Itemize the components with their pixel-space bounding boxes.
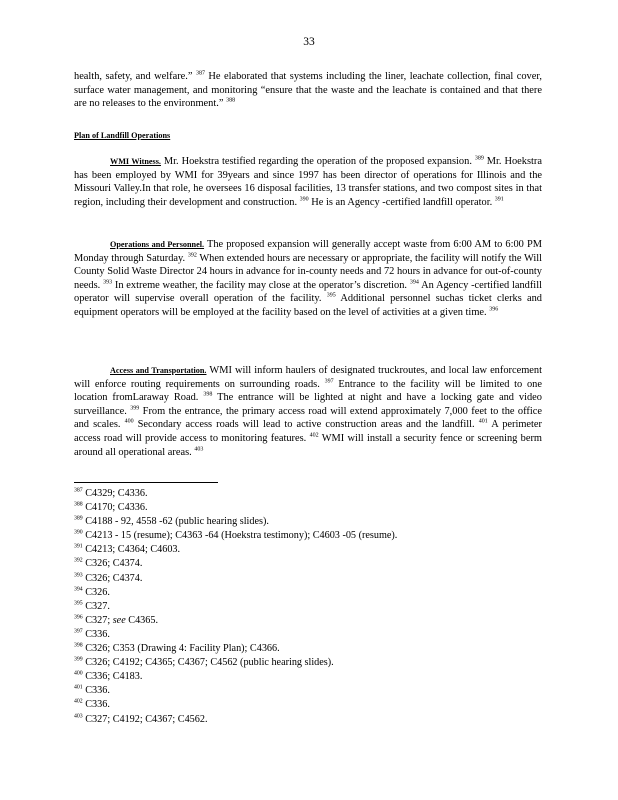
footnote-ref: 394	[409, 279, 419, 286]
paragraph-text: WMI will inform haulers of designated truckroutes, and local law enforcement will enforce routing requirements on surrounding roads.	[74, 365, 542, 390]
footnote-ref: 391	[494, 196, 504, 203]
footnote: $^{399}$ C326; C4192; C4365; C4367; C4562 (public hearing slides).	[74, 656, 334, 669]
wmi-witness-paragraph	[74, 155, 542, 209]
footnotes	[74, 487, 544, 727]
footnote-separator	[74, 482, 218, 483]
paragraph-text: The entrance will be lighted at night and have a locking gate and video surveillance.	[74, 392, 542, 417]
footnote-ref: 399	[130, 405, 140, 412]
operations-paragraph	[74, 238, 542, 320]
paragraph-text: Additional personnel suchas ticket clerks and equipment operators will be employed at the facility based on the level of activities at a given time.	[74, 293, 543, 318]
footnote: $^{388}$ C4170; C4336.	[74, 501, 148, 514]
footnote-ref: 397	[324, 378, 334, 385]
footnote: $^{393}$ C326; C4374.	[74, 572, 143, 584]
footnote: $^{387}$ C4329; C4336.	[74, 487, 148, 499]
paragraph-heading: Access and Transportation.	[110, 366, 207, 375]
footnote-ref: 389	[474, 155, 484, 162]
paragraph-text: Secondary access roads will lead to active construction areas and the landfill.	[137, 419, 475, 431]
paragraph-text: Entrance to the facility will be limited to one location fromLaraway Road.	[74, 378, 542, 404]
paragraph-text: Mr. Hoekstra has been employed by WMI for 39years and since 1997 has been director of operations for Illinois and the Missouri Valley.In that role, he oversees 16 disposal facilities, 13 transfer stations, and two compost sites in that region, including their development and construction.	[74, 156, 542, 208]
citation-signal: see	[112, 614, 126, 626]
paragraph-text: Mr. Hoekstra testified regarding the operation of the proposed expansion.	[163, 156, 472, 167]
footnote-ref: 388	[226, 97, 236, 104]
paragraph-text: When extended hours are necessary or appropriate, the facility will notify the Will County Solid Waste Director 24 hours in advance for in-county needs and 72 hours in advance for out-of-county needs.	[74, 252, 542, 291]
footnote-ref: 396	[489, 306, 499, 313]
paragraph-heading: Operations and Personnel.	[110, 240, 205, 249]
footnote: $^{400}$ C336; C4183.	[74, 670, 143, 683]
intro-paragraph	[74, 70, 542, 111]
footnote: $^{402}$ C336.	[74, 699, 110, 711]
intro-text-1: health, safety, and welfare.”	[74, 71, 193, 82]
footnote: $^{395}$ C327.	[74, 600, 110, 612]
footnote-ref: 387	[195, 70, 205, 77]
footnote: $^{398}$ C326; C353 (Drawing 4: Facility Plan); C4366.	[74, 642, 280, 655]
paragraph-text: In extreme weather, the facility may close at the operator’s discretion.	[114, 279, 408, 291]
footnote: $^{403}$ C327; C4192; C4367; C4562.	[74, 713, 208, 725]
footnote: $^{394}$ C326.	[74, 586, 110, 598]
footnote-ref: 393	[103, 279, 113, 286]
footnote-ref: 400	[124, 418, 134, 425]
footnote-ref: 398	[203, 391, 213, 398]
paragraph-text: A perimeter access road will provide access to monitoring features.	[74, 419, 543, 444]
footnote: $^{392}$ C326; C4374.	[74, 558, 143, 570]
footnote-ref: 392	[187, 252, 197, 259]
footnote-ref: 401	[478, 418, 488, 425]
footnote: $^{396}$ C327; see C4365.	[74, 614, 158, 626]
paragraph-text: An Agency -certified landfill operator will supervise overall operation of the facility.	[74, 279, 542, 305]
paragraph-text: He is an Agency -certified landfill operator.	[311, 196, 493, 208]
footnote-ref: 403	[194, 446, 204, 453]
footnote: $^{391}$ C4213; C4364; C4603.	[74, 543, 181, 556]
footnote-ref: 390	[299, 196, 309, 203]
footnote-ref: 402	[309, 432, 319, 439]
paragraph-text: WMI will install a security fence or screening berm around all operational areas.	[74, 432, 542, 458]
footnote-ref: 395	[326, 292, 336, 299]
page-number: 33	[303, 36, 315, 48]
footnote: $^{390}$ C4213 - 15 (resume); C4363 -64 (Hoekstra testimony); C4603 -05 (resume).	[74, 529, 398, 542]
footnote: $^{397}$ C336.	[74, 628, 110, 640]
intro-text-2: He elaborated that systems including the liner, leachate collection, final cover, surface water management, and monitoring “ensure that the waste and the leachate is contained and that there are no releases to the environment.”	[74, 71, 542, 110]
section-heading: Plan of Landfill Operations	[74, 131, 171, 140]
paragraph-text: From the entrance, the primary access road will extend approximately 7,000 feet to the office and scales.	[74, 405, 542, 431]
footnote: $^{401}$ C336.	[74, 684, 110, 697]
access-paragraph	[74, 364, 542, 459]
paragraph-heading: WMI Witness.	[110, 157, 161, 166]
paragraph-text: The proposed expansion will generally accept waste from 6:00 AM to 6:00 PM Monday through Saturday.	[74, 239, 542, 264]
footnote: $^{389}$ C4188 - 92, 4558 -62 (public hearing slides).	[74, 515, 269, 528]
